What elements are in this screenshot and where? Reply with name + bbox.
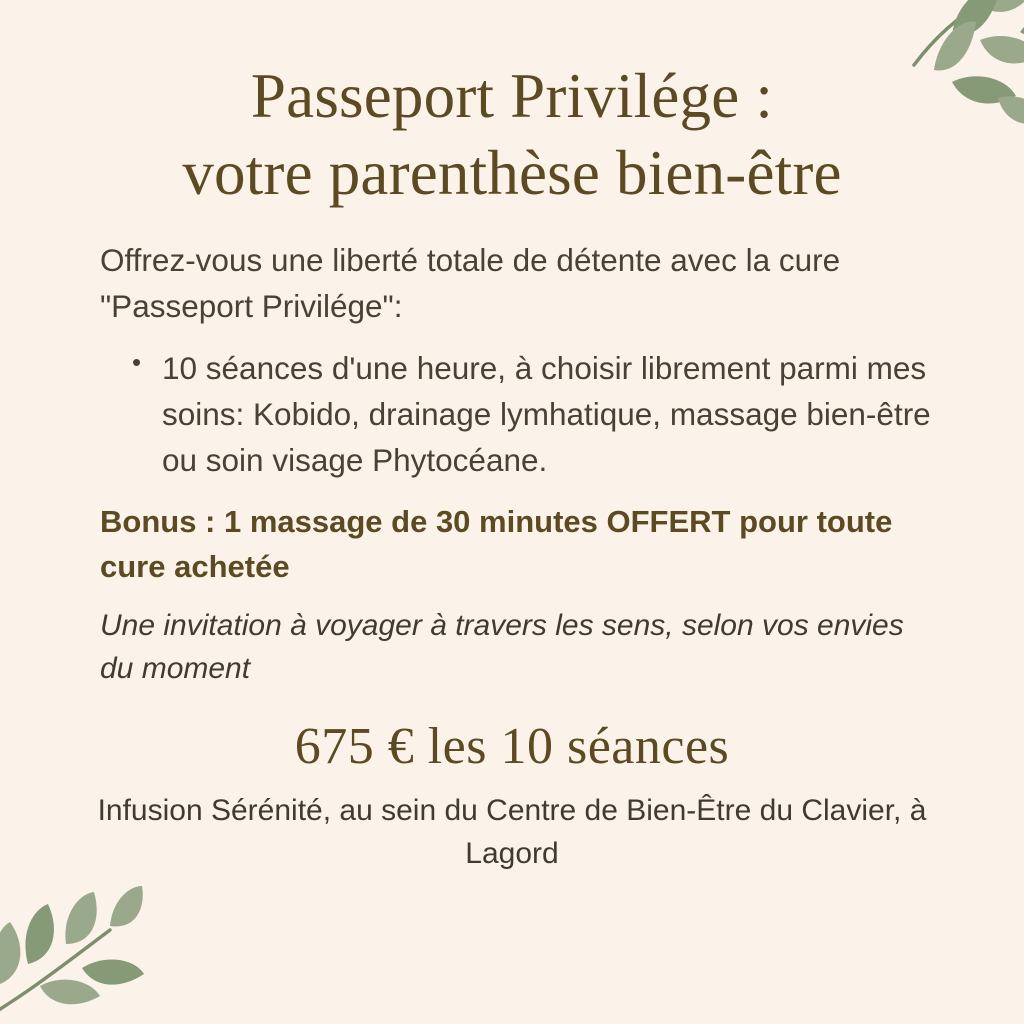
bonus-text: Bonus : 1 massage de 30 minutes OFFERT pour toute cure achetée [100,503,893,584]
tagline-text: Une invitation à voyager à travers les sens, selon vos envies du moment [100,608,904,686]
page-title [62,58,962,212]
title-line-2: votre parenthèse bien-être [182,137,842,208]
price-text: 675 € les 10 séances [294,717,730,775]
list-item: • 10 séances d'une heure, à choisir librement parmi mes soins: Kobido, drainage lymhatique, massage bien-être ou soin visage Phytocéane. [132,346,938,484]
title-line-1: Passeport Privilége : [250,61,774,131]
location-footer: Infusion Sérénité, au sein du Centre de Bien-Être du Clavier, à Lagord [97,794,927,870]
offer-list [62,346,962,484]
intro-paragraph: Offrez-vous une liberté totale de détente avec la cure "Passeport Privilége": [100,241,841,324]
